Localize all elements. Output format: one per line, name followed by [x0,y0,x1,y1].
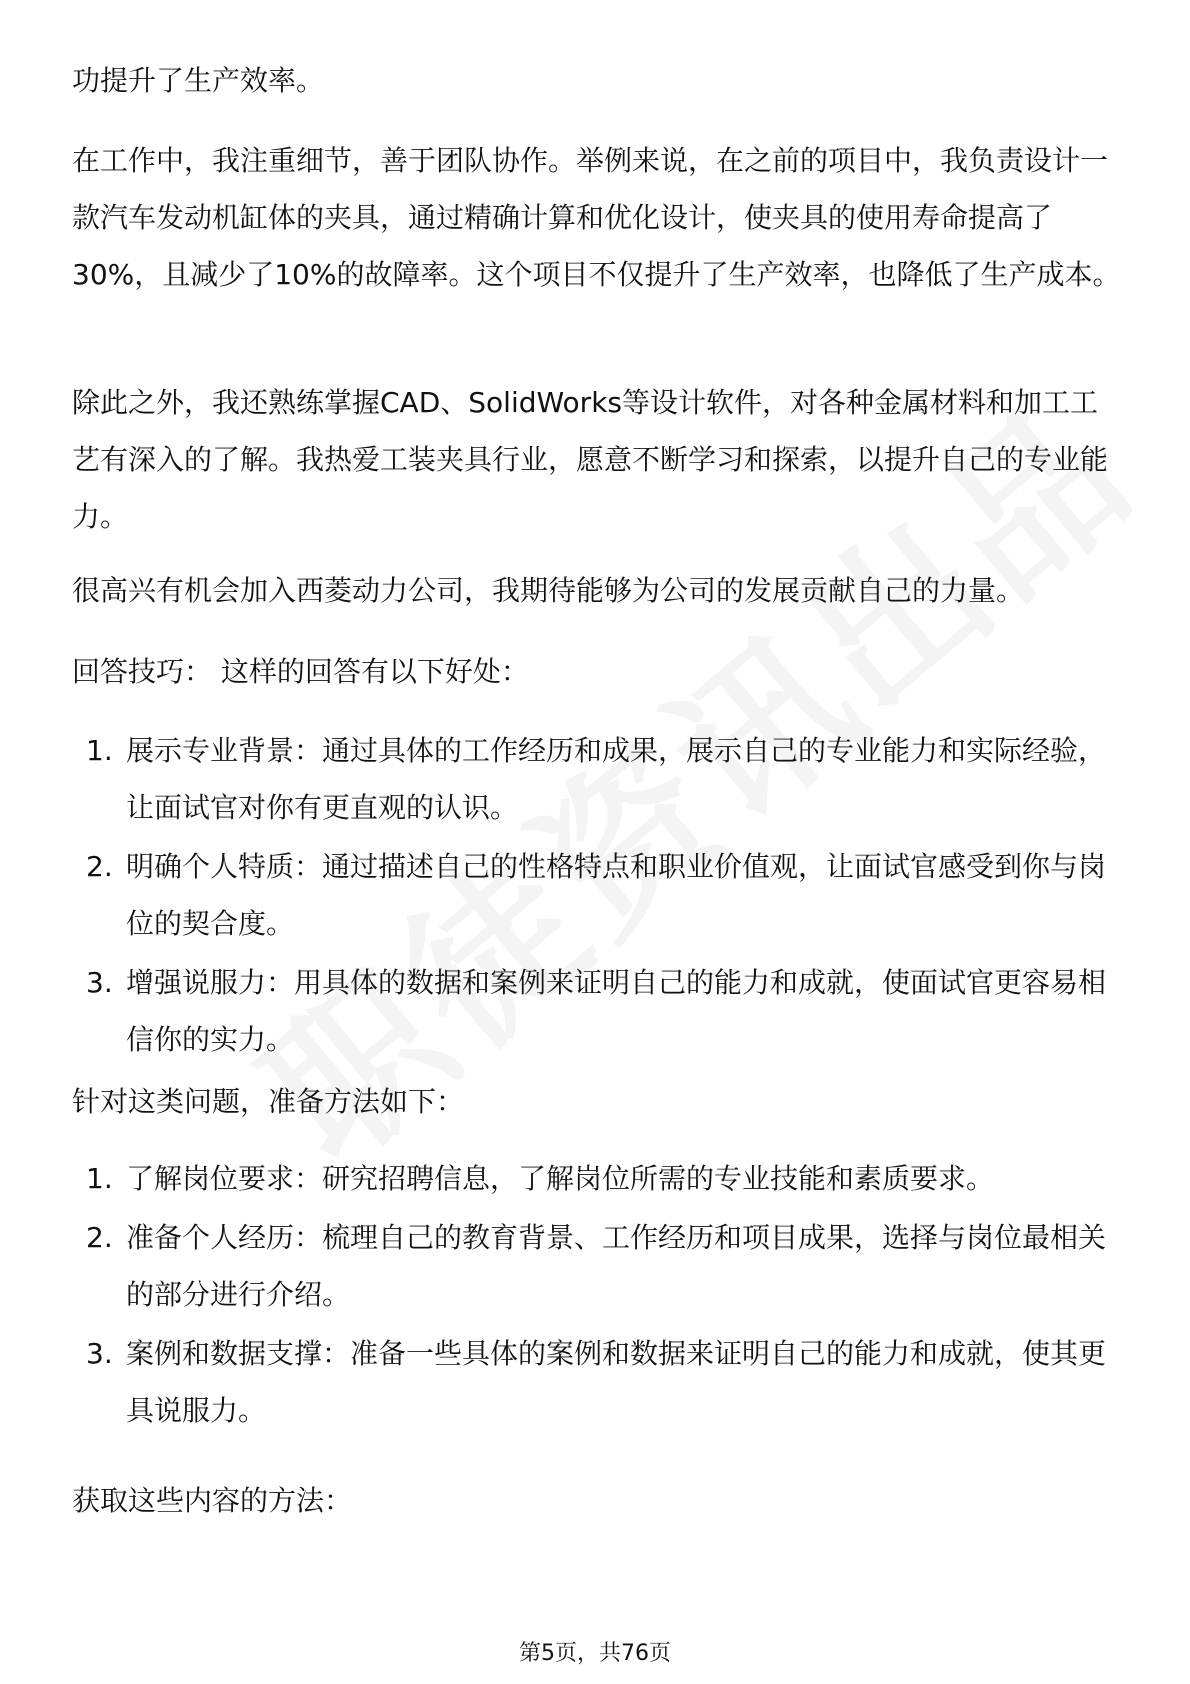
list-number: 3. [86,966,113,999]
list-number: 2. [86,850,113,883]
paragraph-4: 很高兴有机会加入西菱动力公司，我期待能够为公司的发展贡献自己的力量。 [72,574,1025,607]
list-number: 1. [86,1162,113,1195]
list-text: 明确个人特质：通过描述自己的性格特点和职业价值观，让面试官感受到你与岗位的契合度。 [126,850,1107,940]
list-number: 3. [86,1337,113,1370]
list-item [72,1209,1122,1323]
list-text: 展示专业背景：通过具体的工作经历和成果，展示自己的专业能力和实际经验，让面试官对你有更直观的认识。 [126,734,1107,824]
paragraph-obtain: 获取这些内容的方法： [72,1484,353,1517]
list-number: 2. [86,1221,113,1254]
list-item [72,1325,1122,1439]
list-text: 增强说服力：用具体的数据和案例来证明自己的能力和成就，使面试官更容易相信你的实力。 [126,966,1107,1056]
page-number: 第5页，共76页 [519,1641,671,1666]
list-number: 1. [86,734,113,767]
list-item [72,722,1122,836]
list-text: 准备个人经历：梳理自己的教育背景、工作经历和项目成果，选择与岗位最相关的部分进行介绍。 [126,1221,1107,1311]
list-text: 案例和数据支撑：准备一些具体的案例和数据来证明自己的能力和成就，使其更具说服力。 [126,1337,1107,1427]
list-text: 了解岗位要求：研究招聘信息，了解岗位所需的专业技能和素质要求。 [126,1162,995,1195]
prep-list [72,1150,1122,1441]
list-item [72,1150,1122,1207]
paragraph-tips: 回答技巧： 这样的回答有以下好处： [72,655,529,688]
paragraph-1: 功提升了生产效率。 [72,64,325,97]
paragraph-3: 除此之外，我还熟练掌握CAD、SolidWorks等设计软件，对各种金属材料和加工工艺有深入的了解。我热爱工装夹具行业，愿意不断学习和探索，以提升自己的专业能力。 [72,386,1109,533]
list-item [72,954,1122,1068]
benefits-list [72,722,1122,1070]
paragraph-2: 在工作中，我注重细节，善于团队协作。举例来说，在之前的项目中，我负责设计一款汽车发动机缸体的夹具，通过精确计算和优化设计，使夹具的使用寿命提高了30%，且减少了10%的故障率。这个项目不仅提升了生产效率，也降低了生产成本。 [72,144,1121,291]
list-item [72,838,1122,952]
paragraph-prep: 针对这类问题，准备方法如下： [72,1085,465,1118]
